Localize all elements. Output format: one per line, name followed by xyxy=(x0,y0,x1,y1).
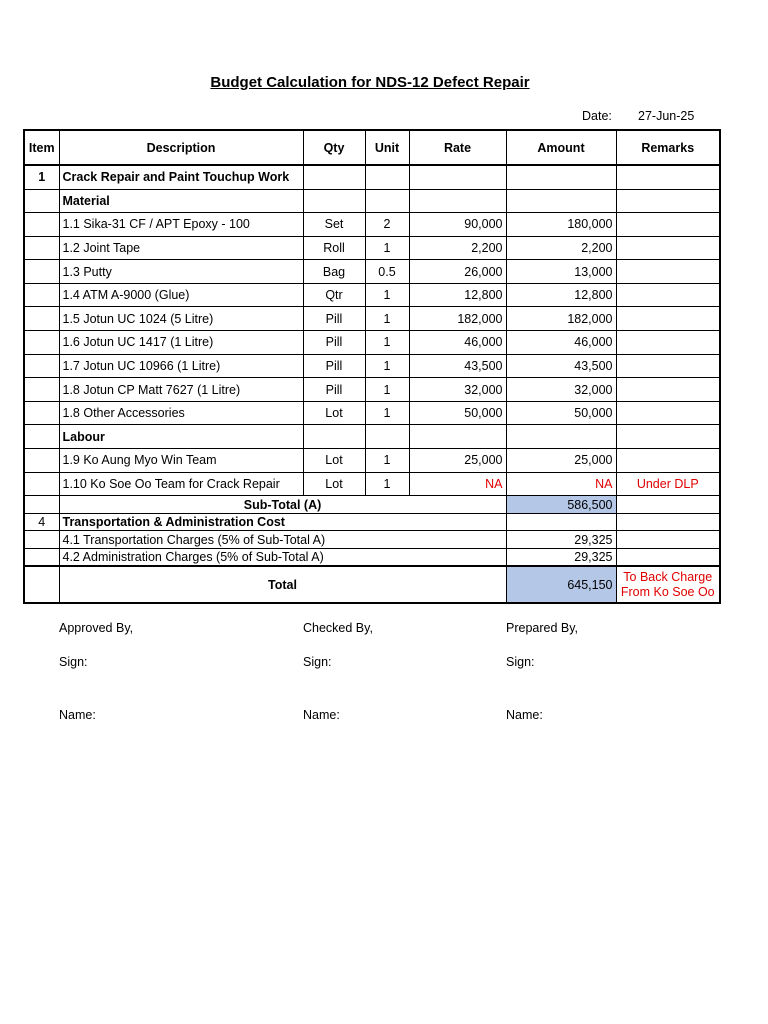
table-row xyxy=(24,213,720,237)
approved-sign-label: Sign: xyxy=(59,655,88,669)
prepared-sign-label: Sign: xyxy=(506,655,535,669)
row-amount: 182,000 xyxy=(506,307,616,331)
row-rate: 50,000 xyxy=(409,401,506,425)
row-qty: Pill xyxy=(303,354,365,378)
row-rate: NA xyxy=(409,472,506,496)
budget-table xyxy=(23,129,721,604)
row-unit: 1 xyxy=(365,283,409,307)
section-4-row xyxy=(24,513,720,531)
row-qty: Set xyxy=(303,213,365,237)
row-unit: 1 xyxy=(365,472,409,496)
row-qty: Bag xyxy=(303,260,365,284)
header-item: Item xyxy=(24,130,59,165)
row-unit: 1 xyxy=(365,378,409,402)
admin-amount: 29,325 xyxy=(506,549,616,567)
section-4-item: 4 xyxy=(24,513,59,531)
row-rate: 46,000 xyxy=(409,331,506,355)
materials-body xyxy=(24,213,720,425)
row-remarks: Under DLP xyxy=(616,472,720,496)
row-unit: 1 xyxy=(365,354,409,378)
row-rate: 25,000 xyxy=(409,449,506,473)
labour-body xyxy=(24,449,720,496)
header-unit: Unit xyxy=(365,130,409,165)
row-remarks xyxy=(616,449,720,473)
row-description: 1.3 Putty xyxy=(59,260,303,284)
table-row xyxy=(24,354,720,378)
row-qty: Lot xyxy=(303,449,365,473)
checked-sign-label: Sign: xyxy=(303,655,332,669)
table-header-row xyxy=(24,130,720,165)
table-row xyxy=(24,283,720,307)
table-row xyxy=(24,236,720,260)
row-remarks xyxy=(616,283,720,307)
row-amount: 2,200 xyxy=(506,236,616,260)
row-unit: 1 xyxy=(365,331,409,355)
material-label-row xyxy=(24,189,720,213)
labour-label-row xyxy=(24,425,720,449)
row-description: 1.10 Ko Soe Oo Team for Crack Repair xyxy=(59,472,303,496)
admin-row xyxy=(24,549,720,567)
row-qty: Lot xyxy=(303,472,365,496)
row-rate: 43,500 xyxy=(409,354,506,378)
row-amount: 46,000 xyxy=(506,331,616,355)
prepared-by-label: Prepared By, xyxy=(506,621,579,635)
row-qty: Lot xyxy=(303,401,365,425)
total-remarks-line2: From Ko Soe Oo xyxy=(620,584,715,599)
row-description: 1.1 Sika-31 CF / APT Epoxy - 100 xyxy=(59,213,303,237)
total-amount: 645,150 xyxy=(506,566,616,603)
row-description: 1.2 Joint Tape xyxy=(59,236,303,260)
row-qty: Qtr xyxy=(303,283,365,307)
row-amount: 13,000 xyxy=(506,260,616,284)
row-amount: NA xyxy=(506,472,616,496)
row-qty: Pill xyxy=(303,378,365,402)
section-4-title: Transportation & Administration Cost xyxy=(59,513,506,531)
row-amount: 180,000 xyxy=(506,213,616,237)
table-row xyxy=(24,472,720,496)
row-unit: 1 xyxy=(365,236,409,260)
row-qty: Roll xyxy=(303,236,365,260)
row-description: 1.8 Other Accessories xyxy=(59,401,303,425)
row-amount: 50,000 xyxy=(506,401,616,425)
transport-description: 4.1 Transportation Charges (5% of Sub-Total A) xyxy=(59,531,506,549)
row-amount: 12,800 xyxy=(506,283,616,307)
row-remarks xyxy=(616,213,720,237)
table-row xyxy=(24,401,720,425)
table-row xyxy=(24,307,720,331)
row-description: 1.4 ATM A-9000 (Glue) xyxy=(59,283,303,307)
row-rate: 182,000 xyxy=(409,307,506,331)
subtotal-row xyxy=(24,496,720,514)
row-unit: 1 xyxy=(365,401,409,425)
row-description: 1.9 Ko Aung Myo Win Team xyxy=(59,449,303,473)
admin-description: 4.2 Administration Charges (5% of Sub-Total A) xyxy=(59,549,506,567)
header-rate: Rate xyxy=(409,130,506,165)
row-description: 1.8 Jotun CP Matt 7627 (1 Litre) xyxy=(59,378,303,402)
row-rate: 90,000 xyxy=(409,213,506,237)
row-remarks xyxy=(616,260,720,284)
checked-name-label: Name: xyxy=(303,708,340,722)
labour-label: Labour xyxy=(59,425,303,449)
row-amount: 25,000 xyxy=(506,449,616,473)
header-remarks: Remarks xyxy=(616,130,720,165)
document-title: Budget Calculation for NDS-12 Defect Repair xyxy=(210,74,530,91)
header-qty: Qty xyxy=(303,130,365,165)
material-label: Material xyxy=(59,189,303,213)
row-qty: Pill xyxy=(303,331,365,355)
total-label: Total xyxy=(59,566,506,603)
row-amount: 43,500 xyxy=(506,354,616,378)
row-description: 1.6 Jotun UC 1417 (1 Litre) xyxy=(59,331,303,355)
table-row xyxy=(24,331,720,355)
row-rate: 26,000 xyxy=(409,260,506,284)
row-unit: 1 xyxy=(365,449,409,473)
total-remarks-line1: To Back Charge xyxy=(623,569,713,584)
prepared-name-label: Name: xyxy=(506,708,543,722)
row-amount: 32,000 xyxy=(506,378,616,402)
row-rate: 12,800 xyxy=(409,283,506,307)
transport-amount: 29,325 xyxy=(506,531,616,549)
subtotal-label: Sub-Total (A) xyxy=(59,496,506,514)
table-row xyxy=(24,378,720,402)
row-remarks xyxy=(616,331,720,355)
row-unit: 1 xyxy=(365,307,409,331)
row-remarks xyxy=(616,307,720,331)
row-description: 1.7 Jotun UC 10966 (1 Litre) xyxy=(59,354,303,378)
row-qty: Pill xyxy=(303,307,365,331)
row-unit: 2 xyxy=(365,213,409,237)
date-label: Date: xyxy=(582,109,612,123)
table-row xyxy=(24,260,720,284)
total-row xyxy=(24,566,720,603)
row-remarks xyxy=(616,378,720,402)
header-description: Description xyxy=(59,130,303,165)
table-row xyxy=(24,449,720,473)
row-rate: 32,000 xyxy=(409,378,506,402)
section-1-row xyxy=(24,165,720,189)
row-remarks xyxy=(616,354,720,378)
row-remarks xyxy=(616,401,720,425)
checked-by-label: Checked By, xyxy=(303,621,373,635)
approved-name-label: Name: xyxy=(59,708,96,722)
row-remarks xyxy=(616,236,720,260)
section-1-item: 1 xyxy=(24,165,59,189)
section-1-title: Crack Repair and Paint Touchup Work xyxy=(59,165,303,189)
row-rate: 2,200 xyxy=(409,236,506,260)
subtotal-amount: 586,500 xyxy=(506,496,616,514)
total-remarks xyxy=(616,566,720,603)
date-value: 27-Jun-25 xyxy=(638,109,695,123)
approved-by-label: Approved By, xyxy=(59,621,134,635)
transport-row xyxy=(24,531,720,549)
row-unit: 0.5 xyxy=(365,260,409,284)
row-description: 1.5 Jotun UC 1024 (5 Litre) xyxy=(59,307,303,331)
header-amount: Amount xyxy=(506,130,616,165)
